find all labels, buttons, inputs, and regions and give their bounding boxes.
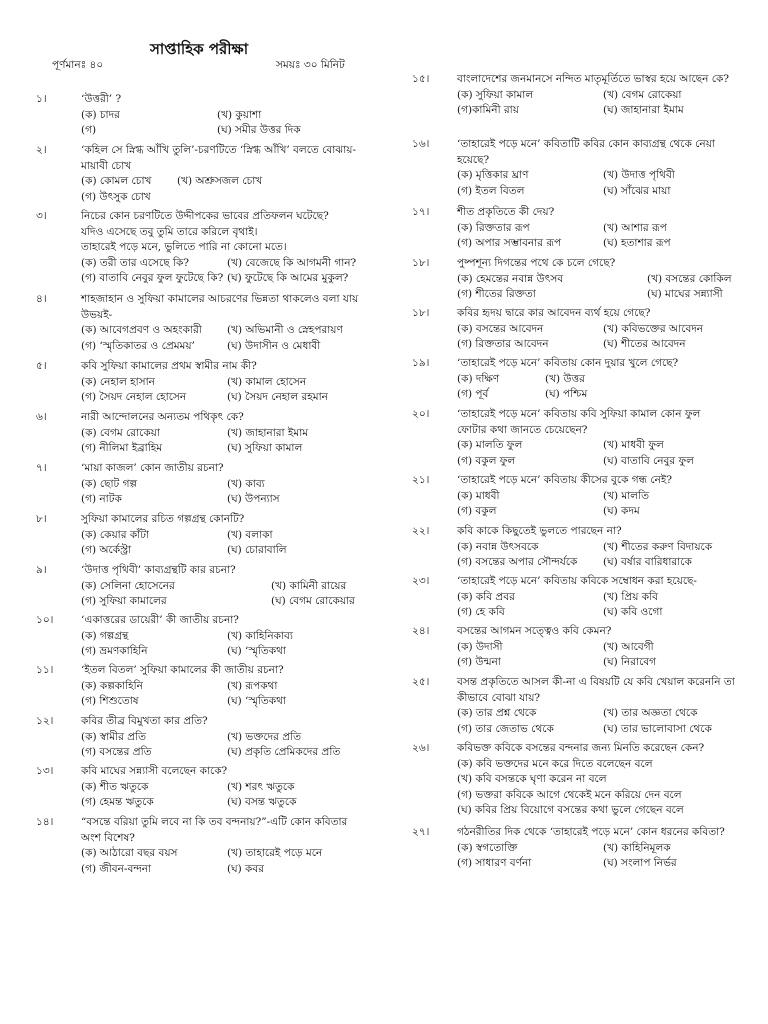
- question-body: [81, 613, 293, 660]
- option-row: [457, 287, 732, 303]
- answer-option: (খ) ভক্তদের প্রতি: [227, 730, 302, 743]
- question-stem: ফোটার কথা জানতে চেয়েছেন?: [457, 423, 588, 436]
- answer-option: (ক) স্বগতোক্তি: [457, 841, 518, 854]
- question-stem: বসন্ত প্রকৃতিতে আসল কী-না এ বিষয়টি যে কবি খেয়াল করেননি তা: [457, 676, 735, 688]
- answer-option: (খ) কামাল হোসেন: [227, 375, 307, 388]
- answer-option: (খ) আবেগী: [603, 640, 654, 653]
- answer-option: (গ) বকুল ফুল: [457, 454, 516, 467]
- question-number: ১৩।: [36, 765, 54, 777]
- question-stem: হয়েছে?: [457, 153, 490, 166]
- answer-option: (ক) মালতি ফুল: [457, 439, 523, 451]
- question-body: [457, 624, 656, 671]
- answer-option: (ঘ) হতাশার রূপ: [603, 237, 671, 249]
- question-number: ৩।: [36, 210, 47, 222]
- answer-option: (গ) ভ্রমণকাহিনি: [81, 645, 148, 657]
- answer-option: (গ) নীলিমা ইব্রাহিম: [81, 442, 163, 454]
- answer-option: (ক) গল্পগ্রন্থ: [81, 629, 129, 642]
- option-row: [81, 256, 356, 272]
- answer-option: (ঘ) বাতাবি নেবুর ফুল: [603, 454, 694, 467]
- option-row: [457, 221, 671, 237]
- question-stem: যদিও এসেছে তবু তুমি তারে করিলে বৃথাই।: [81, 225, 258, 238]
- question-number: ২০।: [412, 408, 430, 420]
- answer-option: (ঘ) বেগম রোকেয়ার: [271, 595, 355, 607]
- answer-option: (গ) উন্মনা: [457, 656, 501, 668]
- answer-option: (খ) শীতের করুণ বিদায়কে: [603, 540, 713, 553]
- answer-option: (ঘ) চোরাবালি: [227, 544, 287, 556]
- option-row: [457, 322, 703, 338]
- question-body: [457, 473, 672, 520]
- answer-option: (ক) নবান্ন উৎসবকে: [457, 540, 539, 553]
- answer-option: (ক) নেহাল হাসান: [81, 375, 155, 388]
- answer-option: (গ) বাতাবি নেবুর ফুল ফুটেছে কি?: [81, 272, 224, 284]
- option-row: [81, 108, 301, 124]
- option-row: [81, 390, 328, 406]
- answer-option: (ক) রিক্ততার রূপ: [457, 221, 530, 234]
- question-body: [81, 359, 328, 406]
- question-body: [457, 574, 697, 621]
- option-row: [457, 236, 671, 252]
- option-row: [81, 594, 355, 610]
- answer-option: (ঘ) সুফিয়া কামাল: [227, 442, 303, 454]
- option-row: [457, 372, 678, 388]
- answer-option: (গ) জীবন-বন্দনা: [81, 862, 152, 875]
- answer-option: (ক) মাধবী: [457, 489, 500, 502]
- answer-option: (ক) চাদর: [81, 108, 120, 121]
- question-number: ২৩।: [412, 575, 430, 587]
- answer-option: (খ) কামিনী রায়ের: [271, 579, 347, 592]
- answer-option: (খ) জাহানারা ইমাম: [227, 426, 309, 439]
- question-stem: কবিভক্ত কবিকে বসন্তের বন্দনার জন্য মিনতি করেছেন কেন?: [457, 742, 705, 754]
- answer-option: (ক) কবি ভক্তদের মনে করে দিতে বলেছেন বলে: [457, 757, 653, 770]
- option-row: [457, 555, 712, 571]
- answer-option: (ঘ) নিরাবেগ: [603, 656, 657, 668]
- question-number: ৯।: [36, 564, 47, 576]
- question-number: ১২।: [36, 715, 54, 727]
- answer-option: (খ) বসন্তের কোকিল: [647, 272, 732, 285]
- question-number: ২৭।: [412, 826, 430, 838]
- answer-option: (গ) বকুল: [457, 505, 497, 517]
- question-number: ২২।: [412, 525, 430, 537]
- question-number: ২৬।: [412, 742, 430, 754]
- question-body: [457, 72, 729, 119]
- question-stem: তাহারেই পড়ে মনে, ভুলিতে পারি না কোনো মতে।: [81, 241, 287, 253]
- question-stem: কবি মাঘের সন্ন্যাসী বলেছেন কাকে?: [81, 765, 228, 777]
- question-number: ১৫।: [412, 73, 430, 85]
- answer-option: (গ) হেমন্ত ঋতুকে: [81, 796, 154, 808]
- answer-option: (খ) আশার রূপ: [603, 221, 667, 234]
- option-row: [457, 722, 735, 738]
- question-body: [457, 306, 703, 353]
- question-number: ১৮।: [412, 307, 430, 319]
- answer-option: (গ) নাটক: [81, 493, 122, 505]
- question-body: [81, 143, 356, 205]
- answer-option: (গ) ভক্তরা কবিকে আগে থেকেই মনে করিয়ে দেন বলে: [457, 788, 682, 801]
- question-number: ২১।: [412, 474, 430, 486]
- answer-option: (খ) মাধবী ফুল: [603, 439, 664, 451]
- option-row: [81, 795, 297, 811]
- answer-option: (খ) বেগম রোকেয়া: [603, 88, 682, 101]
- option-row: [457, 489, 672, 505]
- question-number: ৮।: [36, 513, 47, 525]
- question-body: [81, 663, 286, 710]
- option-row: [457, 856, 725, 872]
- question-stem: বসন্তের আগমন সত্ত্বেও কবি কেমন?: [457, 625, 612, 637]
- answer-option: (ক) কোমল চোখ: [81, 175, 152, 187]
- answer-option: (গ) সাধারণ বর্ণনা: [457, 857, 532, 869]
- option-row: [457, 387, 678, 403]
- answer-option: (গ) সুফিয়া কামালের: [81, 595, 167, 607]
- answer-option: (ঘ) সাঁঝের মায়া: [603, 184, 671, 197]
- answer-option: (গ) তার জেতাভ থেকে: [457, 722, 554, 735]
- question-body: [81, 815, 347, 877]
- question-stem: “বসন্তে বরিয়া তুমি লবে না কি তব বন্দনায়?”-এটি কোন কবিতার: [81, 816, 348, 828]
- answer-option: (ঘ) কবর: [227, 862, 264, 875]
- question-stem: ‘মায়া কাজল’ কোন জাতীয় রচনা?: [81, 462, 224, 474]
- question-body: [81, 563, 355, 610]
- option-row: [81, 190, 356, 206]
- option-row: [457, 504, 672, 520]
- option-row: [81, 846, 347, 862]
- answer-option: (ক) দক্ষিণ: [457, 372, 500, 385]
- answer-option: (ঘ) সংলাপ নির্ভর: [603, 857, 677, 869]
- question-stem: ‘কহিল সে স্নিগ্ধ আঁখি তুলি’-চরণটিতে ‘স্নিগ্ধ আঁখি’ বলতে বোঝায়-: [81, 144, 357, 156]
- question-stem: ‘তাহারেই পড়ে মনে’ কবিতায় কীসের বুকে গন্ধ নেই?: [457, 474, 672, 486]
- answer-option: (ঘ) ‘স্মৃতিকথা: [227, 645, 286, 657]
- question-body: [81, 512, 287, 559]
- question-number: ৪।: [36, 293, 47, 305]
- option-row: [81, 375, 328, 391]
- question-stem: সুফিয়া কামালের রচিত গল্পগ্রন্থ কোনটি?: [81, 513, 245, 525]
- answer-option: (ঘ) ফুটেছে কি আমের মুকুল?: [227, 272, 349, 284]
- question-number: ১৭।: [412, 206, 430, 218]
- question-body: [81, 292, 358, 354]
- answer-option: (খ) তার অজ্ঞতা থেকে: [603, 707, 698, 719]
- option-row: [81, 123, 301, 139]
- question-body: [81, 714, 340, 761]
- answer-option: (ঘ) কবির প্রিয় বিয়োগে বসন্তের কথা ভুলে গেছেন বলে: [457, 804, 684, 816]
- option-row: [457, 706, 735, 722]
- question-number: ১৪।: [36, 816, 54, 828]
- option-row: [81, 543, 287, 559]
- option-row: [457, 103, 729, 119]
- answer-option: (ঘ) জাহানারা ইমাম: [603, 104, 684, 116]
- answer-option: (গ) শিশুতোষ: [81, 695, 139, 707]
- option-row: [81, 780, 297, 796]
- question-body: [81, 410, 308, 457]
- question-body: [457, 675, 735, 737]
- answer-option: (খ) অশ্রুসজল চোখ: [177, 175, 263, 187]
- answer-option: (খ) উত্তর: [545, 372, 585, 385]
- answer-option: (ঘ) উদাসীন ও মেধাবী: [227, 339, 321, 352]
- question-stem: অংশ বিশেষ?: [81, 831, 135, 844]
- question-body: [457, 137, 715, 199]
- question-body: [457, 407, 700, 469]
- answer-option: (ক) আঠারো বছর বয়স: [81, 847, 178, 859]
- option-row: [457, 540, 712, 556]
- option-row: [457, 272, 732, 288]
- question-number: ২৫।: [412, 676, 430, 688]
- option-row: [81, 426, 308, 442]
- answer-option: (খ) কবি বসন্তকে ঘৃণা করেন না বলে: [457, 773, 607, 785]
- question-stem: কবির হৃদয় দ্বারে কার আবেদন ব্যর্থ হয়ে গেছে?: [457, 307, 651, 319]
- answer-option: (গ): [81, 124, 97, 136]
- question-number: ২৪।: [412, 625, 430, 637]
- question-body: [457, 524, 712, 571]
- question-stem: ‘তাহারেই পড়ে মনে’ কবিতায় কবিকে সম্বোধন করা হয়েছে-: [457, 575, 697, 587]
- answer-option: (খ) কাহিনিকাব্য: [227, 629, 293, 642]
- question-stem: কীভাবে বোঝা যায়?: [457, 691, 541, 704]
- answer-option: (ক) ছোট গল্প: [81, 477, 137, 490]
- answer-option: (ক) শীত ঋতুকে: [81, 780, 149, 793]
- answer-option: (খ) মালতি: [603, 489, 650, 502]
- answer-option: (ঘ) মাঘের সন্ন্যাসী: [647, 288, 723, 300]
- question-stem: পুষ্পশূন্য দিগন্তের পথে কে চলে গেছে?: [457, 257, 616, 269]
- option-row: [81, 271, 356, 287]
- answer-option: (গ) রিক্ততার আবেদন: [457, 338, 549, 350]
- question-body: [457, 256, 732, 303]
- question-number: ২।: [36, 144, 47, 156]
- question-body: [457, 825, 725, 872]
- answer-option: (ঘ) বর্ষার বারিধারাকে: [603, 556, 692, 568]
- exam-time: সময়ঃ ৩০ মিনিট: [276, 59, 345, 71]
- answer-option: (ঘ) সৈয়দ নেহাল রহমান: [227, 391, 328, 403]
- answer-option: (গ) সৈয়দ নেহাল হোসেন: [81, 391, 187, 403]
- exam-title: সাপ্তাহিক পরীক্ষা: [150, 40, 249, 58]
- answer-option: (খ) উদাত্ত পৃথিবী: [603, 169, 675, 181]
- answer-option: (খ) বলাকা: [227, 528, 273, 541]
- option-row: [81, 629, 293, 645]
- question-stem: মায়াবী চোখ: [81, 159, 132, 172]
- option-row: [81, 492, 280, 508]
- option-row: [81, 579, 355, 595]
- option-row: [81, 745, 340, 761]
- question-stem: নারী আন্দোলনের অন্যতম পথিকৃৎ কে?: [81, 411, 244, 423]
- answer-option: (খ) কবিভক্তের আবেদন: [603, 322, 704, 335]
- question-number: ৭।: [36, 462, 47, 474]
- option-row: [457, 640, 656, 656]
- option-row: [457, 184, 715, 200]
- answer-option: (ক) তরী তার এসেছে কি?: [81, 256, 189, 269]
- answer-option: (ক) কল্পকাহিনি: [81, 679, 143, 692]
- answer-option: (ক) কেয়ার কাঁটা: [81, 528, 149, 541]
- answer-option: (ঘ) তার ভালোবাসা থেকে: [603, 722, 712, 735]
- question-stem: নিচের কোন চরণটিতে উদ্দীপকের ভাবের প্রতিফলন ঘটেছে?: [81, 210, 329, 222]
- answer-option: (ক) মৃত্তিকার ঘ্রাণ: [457, 169, 529, 181]
- option-row: [81, 528, 287, 544]
- answer-option: (খ) রূপকথা: [227, 679, 278, 692]
- answer-option: (গ)কামিনী রায়: [457, 104, 519, 116]
- answer-option: (খ) কাহিনিমূলক: [603, 841, 671, 854]
- answer-option: (ক) আবেগপ্রবণ ও অহংকারী: [81, 324, 202, 336]
- question-stem: কবি সুফিয়া কামালের প্রথম স্বামীর নাম কী?: [81, 360, 257, 372]
- answer-option: (গ) শীতের রিক্ততা: [457, 288, 536, 300]
- answer-option: (ঘ) ‘স্মৃতিকথা: [227, 695, 286, 707]
- question-stem: ‘তাহারেই পড়ে মনে’ কবিতায় কোন দুয়ার খুলে গেছে?: [457, 357, 679, 369]
- answer-option: (গ) বসন্তের অপার সৌন্দর্যকে: [457, 556, 578, 568]
- answer-option: (গ) পূর্ব: [457, 388, 489, 400]
- answer-option: (ঘ) সমীর উত্তর দিক: [217, 124, 301, 136]
- answer-option: (গ) উৎসুক চোখ: [81, 190, 151, 203]
- answer-option: (খ) প্রিয় কবি: [603, 590, 658, 603]
- option-row: [457, 590, 697, 606]
- question-stem: উভয়ই-: [81, 308, 113, 321]
- option-row: [81, 174, 356, 190]
- answer-option: (ক) স্বামীর প্রতি: [81, 730, 146, 743]
- question-stem: কবি কাকে কিছুতেই ভুলতে পারছেন না?: [457, 525, 622, 537]
- answer-option: (ঘ) উপন্যাস: [227, 493, 280, 505]
- answer-option: (খ) তাহারেই পড়ে মনে: [227, 847, 323, 859]
- question-number: ১৬।: [412, 138, 430, 150]
- answer-option: (গ) ইতল বিতল: [457, 184, 525, 197]
- option-row: [457, 454, 700, 470]
- answer-option: (গ) বসন্তের প্রতি: [81, 746, 152, 758]
- option-row: [457, 88, 729, 104]
- question-stem: ‘ইতল বিতল’ সুফিয়া কামালের কী জাতীয় রচনা?: [81, 664, 284, 676]
- answer-option: (ঘ) বসন্ত ঋতুকে: [227, 796, 297, 808]
- option-row: [81, 862, 347, 878]
- question-body: [457, 205, 671, 252]
- answer-option: (গ) অপার সম্ভাবনার রূপ: [457, 237, 562, 249]
- option-row: [81, 477, 280, 493]
- question-stem: শীত প্রকৃতিতে কী দেয়?: [457, 206, 555, 218]
- question-number: ৫।: [36, 360, 47, 372]
- answer-option: (খ) শরৎ ঋতুকে: [227, 780, 295, 793]
- answer-option: (ক) উদাসী: [457, 640, 503, 653]
- option-row: [81, 730, 340, 746]
- answer-option: (ক) কবি প্রবর: [457, 590, 515, 603]
- answer-option: (ক) সুফিয়া কামাল: [457, 88, 534, 101]
- question-body: [81, 764, 297, 811]
- answer-option: (খ) কাব্য: [227, 477, 265, 490]
- question-stem: ‘উদাত্ত পৃথিবী’ কাব্যগ্রন্থটি কার রচনা?: [81, 564, 236, 576]
- option-row: [81, 679, 286, 695]
- question-body: [81, 209, 356, 287]
- answer-option: (ঘ) কদম: [603, 505, 640, 517]
- option-row: [457, 605, 697, 621]
- answer-option: (গ) হে কবি: [457, 606, 505, 618]
- question-stem: ‘একাত্তরের ডায়েরী’ কী জাতীয় রচনা?: [81, 614, 239, 626]
- question-stem: ‘তাহারেই পড়ে মনে’ কবিতাটি কবির কোন কাব্যগ্রন্থ থেকে নেয়া: [457, 138, 715, 150]
- question-body: [457, 741, 704, 819]
- answer-option: (গ) অর্কেস্ট্রা: [81, 544, 132, 556]
- answer-option: (খ) বেজেছে কি আগমনী গান?: [227, 256, 357, 269]
- question-stem: বাংলাদেশের জনমানসে নন্দিত মাতৃমূর্তিতে ভাস্বর হয়ে আছেন কে?: [457, 73, 729, 85]
- question-number: ১৯।: [412, 357, 430, 369]
- question-number: ১।: [36, 93, 47, 105]
- answer-option: (ঘ) কবি ওগো: [603, 606, 663, 618]
- answer-option: (ঘ) পশ্চিম: [545, 388, 588, 400]
- question-body: [81, 92, 301, 139]
- option-row: [457, 655, 656, 671]
- answer-option: (ক) সেলিনা হোসেনের: [81, 579, 175, 592]
- answer-option: (ক) হেমন্তের নবান্ন উৎসব: [457, 272, 564, 285]
- question-number: ১০।: [36, 614, 54, 626]
- question-stem: কবির তীব্র বিমুখতা কার প্রতি?: [81, 715, 208, 727]
- option-row: [81, 339, 358, 355]
- option-row: [457, 168, 715, 184]
- option-row: [457, 438, 700, 454]
- question-number: ১৮।: [412, 257, 430, 269]
- answer-option: (ঘ) শীতের আবেদন: [603, 338, 686, 350]
- option-row: [457, 841, 725, 857]
- question-body: [81, 461, 280, 508]
- answer-option: (ক) তার প্রশ্ন থেকে: [457, 707, 537, 719]
- answer-option: (ক) বসন্তের আবেদন: [457, 322, 544, 335]
- question-stem: ‘উত্তরী’ ?: [81, 93, 122, 105]
- question-number: ৬।: [36, 411, 47, 423]
- question-number: ১১।: [36, 664, 54, 676]
- option-row: [81, 694, 286, 710]
- option-row: [457, 337, 703, 353]
- full-marks: পূর্ণমানঃ ৪০: [52, 59, 104, 71]
- option-row: [81, 441, 308, 457]
- question-body: [457, 356, 678, 403]
- question-stem: গঠনরীতির দিক থেকে ‘তাহারেই পড়ে মনে’ কোন ধরনের কবিতা?: [457, 826, 725, 838]
- answer-option: (খ) অভিমানী ও স্নেহপরায়ণ: [227, 324, 343, 336]
- option-row: [81, 644, 293, 660]
- answer-option: (ঘ) প্রকৃতি প্রেমিকদের প্রতি: [227, 746, 341, 758]
- answer-option: (গ) ‘স্মৃতিকাতর ও প্রেমময়’: [81, 339, 195, 352]
- question-stem: ‘তাহারেই পড়ে মনে’ কবিতায় কবি সুফিয়া কামাল কোন ফুল: [457, 408, 701, 420]
- option-row: [81, 323, 358, 339]
- answer-option: (খ) কুয়াশা: [217, 108, 262, 121]
- question-stem: শাহজাহান ও সুফিয়া কামালের আচরণের ভিন্নতা থাকলেও বলা যায়: [81, 293, 359, 305]
- answer-option: (ক) বেগম রোকেয়া: [81, 426, 160, 439]
